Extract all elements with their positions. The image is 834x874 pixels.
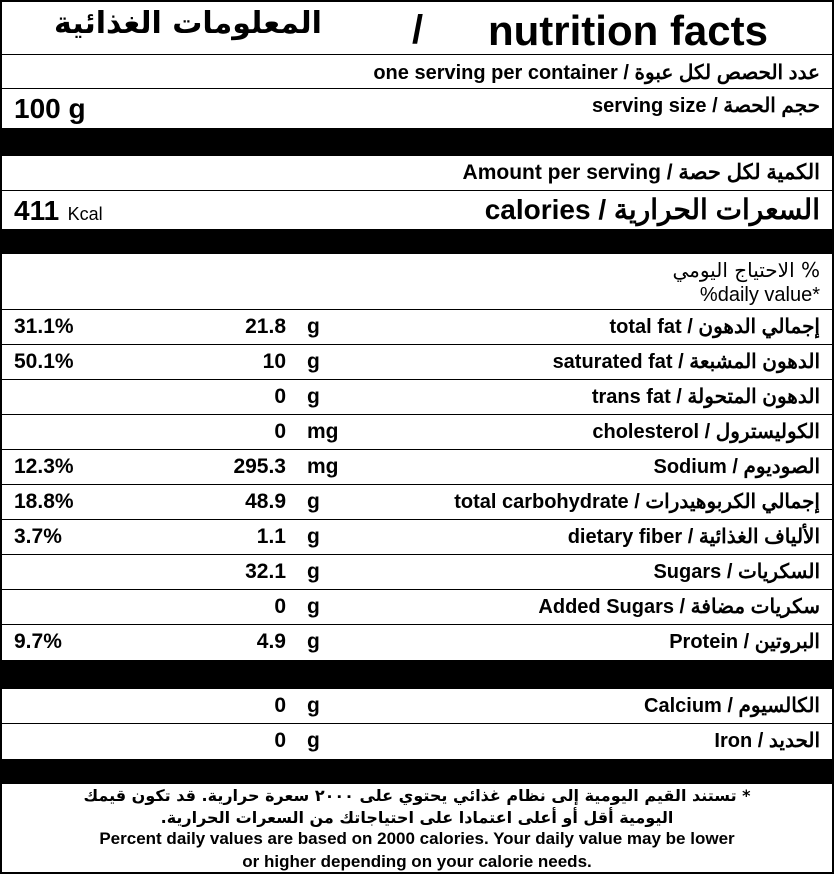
nutrient-unit: g xyxy=(307,315,320,338)
calories-value: 411 xyxy=(14,195,60,226)
thick-divider xyxy=(2,759,832,784)
nutrient-row-saturated-fat xyxy=(2,345,832,380)
nutrient-label: total fat / إجمالي الدهون xyxy=(609,316,820,338)
nutrient-percent: 18.8% xyxy=(14,490,74,513)
serving-size-label: serving size / حجم الحصة xyxy=(592,95,820,117)
title-separator: / xyxy=(412,8,424,52)
calories-amount xyxy=(14,195,103,227)
footnote xyxy=(2,784,832,872)
nutrient-unit: g xyxy=(307,385,320,408)
nutrient-unit: mg xyxy=(307,420,339,443)
serving-size-row xyxy=(2,89,832,129)
nutrient-row-cholesterol xyxy=(2,415,832,450)
nutrient-unit: mg xyxy=(307,455,339,478)
nutrient-amount: 0 xyxy=(274,694,286,717)
servings-per-container: one serving per container / عدد الحصص لكل عبوة xyxy=(373,62,820,84)
amount-per-serving-row xyxy=(2,156,832,191)
nutrient-amount: 10 xyxy=(262,350,286,373)
nutrient-label: Iron / الحديد xyxy=(714,730,820,752)
nutrient-amount: 0 xyxy=(274,595,286,618)
nutrient-unit: g xyxy=(307,595,320,618)
nutrient-label: Sugars / السكريات xyxy=(653,561,820,583)
nutrient-amount: 0 xyxy=(274,385,286,408)
footnote-en-line1: Percent daily values are based on 2000 calories. Your daily value may be lower xyxy=(99,829,735,848)
nutrient-unit: g xyxy=(307,490,320,513)
title-row xyxy=(2,2,832,55)
nutrient-unit: g xyxy=(307,525,320,548)
calories-unit: Kcal xyxy=(67,204,103,224)
thick-divider xyxy=(2,229,832,254)
nutrient-row-dietary-fiber xyxy=(2,520,832,555)
nutrient-amount: 0 xyxy=(274,420,286,443)
nutrient-percent: 50.1% xyxy=(14,350,74,373)
footnote-en-line2: or higher depending on your calorie needs. xyxy=(242,852,592,871)
nutrient-row-total-carbohydrate xyxy=(2,485,832,520)
nutrient-percent: 12.3% xyxy=(14,455,74,478)
nutrient-unit: g xyxy=(307,694,320,717)
daily-value-header xyxy=(2,254,832,310)
daily-value-header-en: %daily value* xyxy=(699,284,820,306)
nutrient-unit: g xyxy=(307,560,320,583)
nutrient-label: Sodium / الصوديوم xyxy=(653,456,820,478)
nutrient-row-protein xyxy=(2,625,832,660)
nutrient-amount: 295.3 xyxy=(233,455,286,478)
title-english: nutrition facts xyxy=(488,7,768,54)
nutrient-row-sugars xyxy=(2,555,832,590)
daily-value-header-ar: % الاحتياج اليومي xyxy=(672,258,820,282)
nutrient-unit: g xyxy=(307,729,320,752)
nutrient-amount: 0 xyxy=(274,729,286,752)
footnote-ar-line1: * تستند القيم اليومية إلى نظام غذائي يحتوي على ٢٠٠٠ سعرة حرارية. قد تكون قيمك xyxy=(83,786,751,805)
nutrient-unit: g xyxy=(307,630,320,653)
nutrient-amount: 48.9 xyxy=(245,490,286,513)
serving-size-value: 100 g xyxy=(14,93,86,124)
nutrient-percent: 9.7% xyxy=(14,630,62,653)
nutrient-label: cholesterol / الكوليسترول xyxy=(592,421,820,443)
nutrient-unit: g xyxy=(307,350,320,373)
nutrient-amount: 4.9 xyxy=(256,630,286,653)
nutrient-amount: 1.1 xyxy=(256,525,286,548)
nutrient-label: Added Sugars / سكريات مضافة xyxy=(538,596,820,618)
footnote-ar-line2: اليومية أقل أو أعلى اعتمادا على احتياجاتك من السعرات الحرارية. xyxy=(160,808,674,827)
title-arabic: المعلومات الغذائية xyxy=(54,6,322,41)
nutrient-amount: 21.8 xyxy=(245,315,286,338)
nutrient-amount: 32.1 xyxy=(245,560,286,583)
amount-per-serving: Amount per serving / الكمية لكل حصة xyxy=(462,161,820,184)
nutrient-label: saturated fat / الدهون المشبعة xyxy=(552,351,820,373)
calories-row xyxy=(2,191,832,229)
nutrient-label: trans fat / الدهون المتحولة xyxy=(591,386,820,408)
thick-divider xyxy=(2,128,832,156)
nutrient-label: Protein / البروتين xyxy=(669,631,820,653)
mineral-row-iron xyxy=(2,724,832,759)
nutrient-percent: 3.7% xyxy=(14,525,62,548)
nutrient-percent: 31.1% xyxy=(14,315,74,338)
nutrient-label: dietary fiber / الألياف الغذائية xyxy=(567,526,820,548)
nutrient-label: total carbohydrate / إجمالي الكربوهيدرات xyxy=(454,491,820,513)
thick-divider xyxy=(2,660,832,689)
nutrient-row-trans-fat xyxy=(2,380,832,415)
servings-per-container-row xyxy=(2,55,832,89)
nutrient-label: Calcium / الكالسيوم xyxy=(644,695,820,717)
calories-label: calories / السعرات الحرارية xyxy=(484,194,820,225)
nutrient-row-added-sugars xyxy=(2,590,832,625)
mineral-row-calcium xyxy=(2,689,832,724)
nutrient-row-total-fat xyxy=(2,310,832,345)
nutrient-row-sodium xyxy=(2,450,832,485)
